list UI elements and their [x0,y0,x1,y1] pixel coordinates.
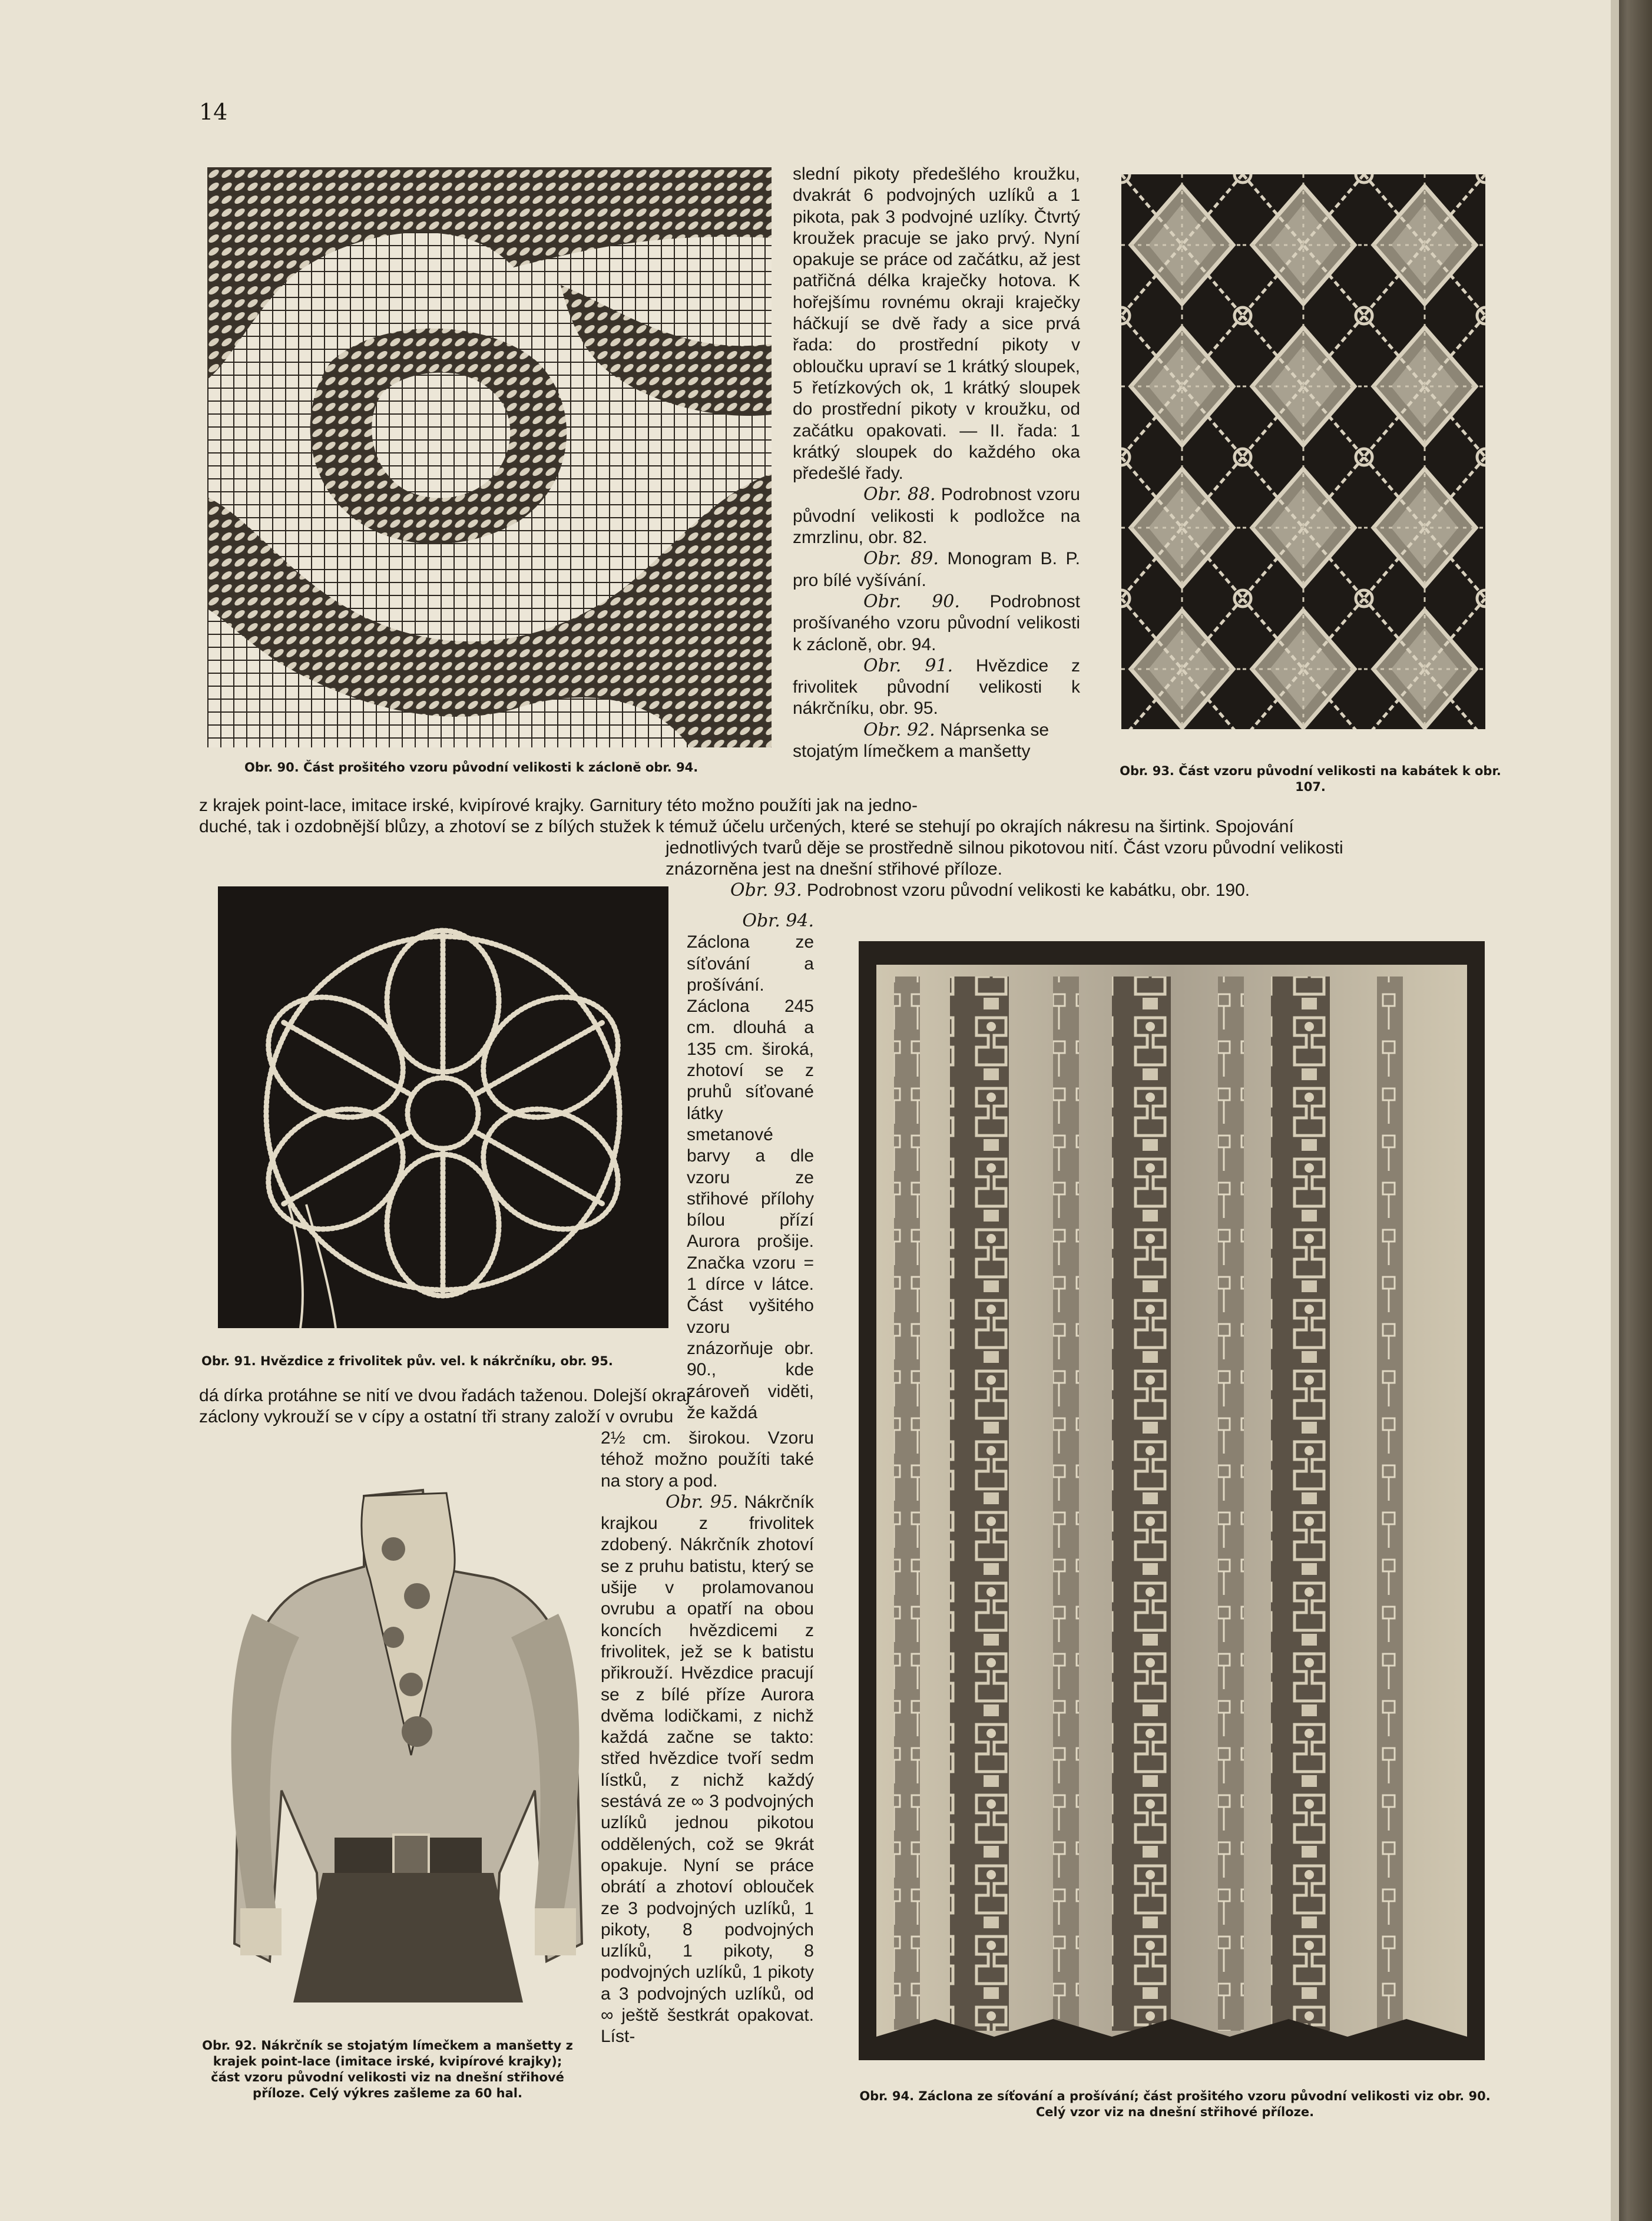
label-obr88: Obr. 88. [863,484,936,505]
label-obr95: Obr. 95. [666,1491,739,1512]
figure-94-caption: Obr. 94. Záclona ze síťování a prošívání; část prošitého vzoru původní velikosti viz obr. 90. Celý vzor viz na dnešní střihové příloze. [859,2089,1491,2119]
text-wide-line-4: znázorněna jest na dnešní střihové příloze. [666,859,1003,879]
text-mid-line-1: dá dírka protáhne se nití ve dvou řadách taženou. Dolejší okraj [199,1386,690,1405]
paragraph-obr90: Obr. 90. Podrobnost prošívaného vzoru původní velikosti k záclonĕ, obr. 94. [793,591,1080,654]
figure-93-caption: Obr. 93. Část vzoru původní velikosti na kabátek k obr. 107. [1120,764,1501,794]
text-wide-line-1: z krajek point-lace, imitace irské, kvipírové krajky. Garnitury této možno použíti jak na jedno- [199,796,918,815]
figure-90-caption: Obr. 90. Část prošitého vzoru původní velikosti k záclonĕ obr. 94. [244,760,698,774]
figure-92-image [217,1461,594,2002]
label-obr92: Obr. 92. [863,719,935,740]
paragraph-obr89: Obr. 89. Monogram B. P. pro bílé vyšívání. [793,548,1080,590]
paragraph-obr92-line2: stojatým límečkem a manšetty [793,742,1031,762]
figure-91-image [218,886,668,1328]
label-obr89: Obr. 89. [863,548,939,570]
paragraph-obr95: Obr. 95. Nákrčník krajkou z frivolitek zdobený. Nákrčník zhotoví se z pruhu batistu, který se ušije v prolamovanou ovrubu a opatří na obou koncích hvězdicemi z frivolitek, jež se k batistu přikrouží. Hvězdice pracují se z bílé příze Aurora dvěma lodičkami, z nichž každá začne se takto: střed hvězdice tvoří sedm lístků, z nichž každý sestává ze ∞ 3 podvojných uzlíků jednou pikotou oddělených, což se 9krát opakuje. Nyní se práce obrátí a zhotoví oblouček ze 3 podvojných uzlíků, 1 pikoty, 8 podvojných uzlíků, 1 pikoty, 8 podvojných uzlíků, 1 pikoty a 3 podvojných uzlíků, od ∞ ještě šestkrát opakovat. Líst- [601,1491,814,2047]
paragraph-obr94: Záclona ze síťování a prošívání. Záclona 245 cm. dlouhá a 135 cm. široká, zhotoví se z pruhů síťované látky smetanové barvy a dle vzoru ze střihové přílohy bílou přízí Aurora prošije. Značka vzoru = 1 dírce v látce. Část vyšitého vzoru znázorňuje obr. 90., kde zároveň viděti, že každá [687,932,814,1422]
figure-93-image [1121,174,1485,729]
paragraph-obr91: Obr. 91. Hvězdice z frivolitek původní velikosti k nákrčníku, obr. 95. [793,655,1080,719]
paragraph-obr92: Obr. 92. Náprsenka se [863,719,1050,740]
page-number: 14 [199,99,228,125]
figure-94-image [859,941,1485,2060]
label-obr90: Obr. 90. [863,591,960,612]
text-column-obr94 [687,911,814,1424]
text-column-bottom [601,1428,814,2048]
paragraph-obr93: Obr. 93. Podrobnost vzoru původní velikosti ke kabátku, obr. 190. [730,880,1250,901]
label-obr93: Obr. 93. [730,880,802,901]
paragraph-obr88: Obr. 88. Podrobnost vzoru původní velikosti k podložce na zmrzlinu, obr. 82. [793,484,1080,548]
paragraph-continuation: slední pikoty předešlého kroužku, dvakrát 6 podvojných uzlíků a 1 pikota, pak 3 podvojné uzlíky. Čtvrtý kroužek pracuje se jako prvý. Nyní opakuje se práce od začátku, až jest patřičná délka kraječky hotova. K hořejšímu rovnému okraji kraječky háčkují se dvě řady a sice prvá řada: do prostřední pikoty v obloučku upraví se 1 krátký sloupek, 5 řetízkových ok, 1 krátký sloupek do prostřední pikoty v kroužku, od začátku opakovati. — II. řada: 1 krátký sloupek do každého oka předešlé řady. [793,164,1080,484]
figure-91-caption: Obr. 91. Hvězdice z frivolitek pův. vel. k nákrčníku, obr. 95. [201,1354,613,1368]
label-obr94: Obr. 94. [742,911,814,931]
text-mid-line-2: záclony vykrouží se v cípy a ostatní tři strany založí v ovrubu [199,1407,674,1426]
text-wide-line-3: jednotlivých tvarů děje se prostředně silnou pikotovou nití. Část vzoru původní velikosti [666,838,1343,858]
text-column-top [793,164,1080,762]
page-binding-edge [1611,0,1652,2221]
figure-92-caption: Obr. 92. Nákrčník se stojatým límečkem a manšetty z krajek point-lace (imitace irské, kvipírové krajky); část vzoru původní velikosti viz na dnešní střihové příloze. Celý výkres zašleme za 60 hal. [202,2038,573,2100]
paragraph-obr94-cont: 2½ cm. širokou. Vzoru téhož možno použíti také na story a pod. [601,1428,814,1491]
figure-90-image [207,167,772,747]
text-wide-line-2: duché, tak i ozdobnější blůzy, a zhotoví se z bílých stužek k témuž účelu určených, které se stehují po okrajích nákresu na širtink. Spojování [199,817,1294,836]
label-obr91: Obr. 91. [863,655,954,676]
